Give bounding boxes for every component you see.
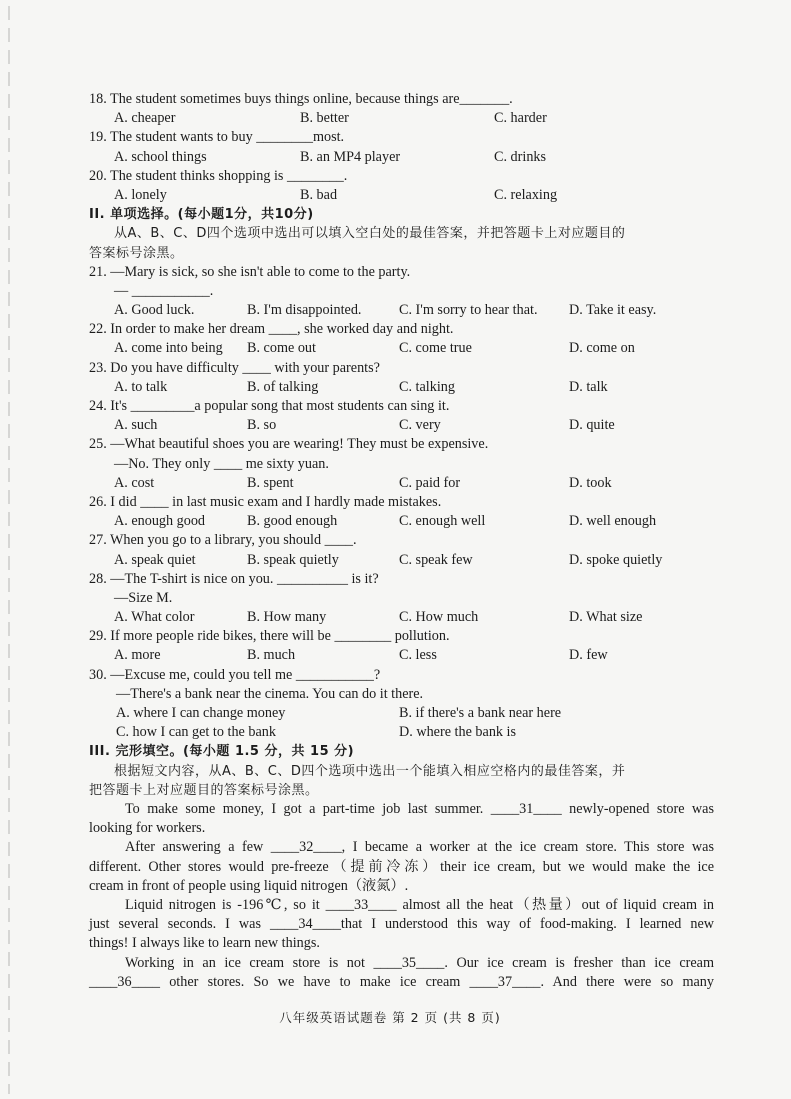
option-d[interactable]: D. What size bbox=[569, 609, 643, 626]
question-21-reply: — ___________. bbox=[114, 282, 214, 299]
option-b[interactable]: B. bad bbox=[300, 186, 338, 203]
passage-line: To make some money, I got a part-time job last summer. ____31____ newly-opened store was bbox=[125, 800, 714, 817]
passage-line: After answering a few ____32____, I became a worker at the ice cream store. This store was bbox=[125, 839, 714, 856]
question-25-options bbox=[89, 474, 714, 493]
option-d[interactable]: D. Take it easy. bbox=[569, 302, 657, 319]
question-18-stem: 18. The student sometimes buys things online, because things are_______. bbox=[89, 91, 513, 107]
option-d[interactable]: D. where the bank is bbox=[399, 724, 517, 741]
question-27-stem: 27. When you go to a library, you should ____. bbox=[89, 532, 357, 549]
question-28-options bbox=[89, 608, 714, 627]
option-d[interactable]: D. few bbox=[569, 647, 608, 664]
question-29-stem: 29. If more people ride bikes, there will be ________ pollution. bbox=[89, 628, 450, 645]
question-24-stem: 24. It's _________a popular song that most students can sing it. bbox=[89, 398, 450, 414]
option-c[interactable]: C. How much bbox=[399, 609, 479, 626]
option-a[interactable]: A. enough good bbox=[114, 513, 206, 530]
question-28-reply: —Size M. bbox=[114, 589, 173, 606]
passage-line: things! I always like to learn new things. bbox=[89, 935, 320, 952]
option-b[interactable]: B. much bbox=[247, 647, 296, 664]
option-b[interactable]: B. so bbox=[247, 417, 277, 434]
option-d[interactable]: D. talk bbox=[569, 378, 608, 395]
scan-edge-artifact bbox=[8, 6, 10, 1094]
passage-line: different. Other stores would pre-freeze（提前冷冻）their ice cream, but we would make the ice bbox=[89, 858, 714, 875]
option-a[interactable]: A. more bbox=[114, 647, 161, 664]
option-d[interactable]: D. quite bbox=[569, 417, 615, 434]
option-c[interactable]: C. very bbox=[399, 417, 441, 434]
page-content bbox=[89, 90, 714, 992]
question-23-stem: 23. Do you have difficulty ____ with your parents? bbox=[89, 359, 380, 376]
section-3-instruction-cont: 把答题卡上对应题目的答案标号涂黑。 bbox=[89, 782, 319, 798]
option-a[interactable]: A. speak quiet bbox=[114, 551, 196, 568]
section-2-header: II. 单项选择。(每小题1分，共10分) bbox=[89, 207, 314, 223]
passage-line: ____36____ other stores. So we have to make ice cream ____37____. And there were so many bbox=[89, 973, 714, 990]
question-22-stem: 22. In order to make her dream ____, she worked day and night. bbox=[89, 321, 454, 338]
question-30-options-row1 bbox=[89, 704, 714, 723]
question-22-options bbox=[89, 339, 714, 358]
option-d[interactable]: D. well enough bbox=[569, 513, 657, 530]
option-d[interactable]: D. come on bbox=[569, 340, 635, 357]
question-26-options bbox=[89, 512, 714, 531]
option-b[interactable]: B. speak quietly bbox=[247, 551, 339, 568]
option-b[interactable]: B. I'm disappointed. bbox=[247, 302, 362, 319]
option-a[interactable]: A. to talk bbox=[114, 378, 168, 395]
option-c[interactable]: C. come true bbox=[399, 340, 472, 357]
option-c[interactable]: C. less bbox=[399, 647, 437, 664]
option-a[interactable]: A. cost bbox=[114, 474, 155, 491]
option-b[interactable]: B. come out bbox=[247, 340, 316, 357]
question-30-stem: 30. —Excuse me, could you tell me ___________? bbox=[89, 666, 381, 683]
option-c[interactable]: C. talking bbox=[399, 378, 455, 395]
option-b[interactable]: B. better bbox=[300, 110, 349, 127]
question-20-stem: 20. The student thinks shopping is ________. bbox=[89, 167, 348, 184]
question-20-options bbox=[89, 186, 714, 205]
option-c[interactable]: C. harder bbox=[494, 110, 547, 127]
section-3-instruction: 根据短文内容，从A、B、C、D四个选项中选出一个能填入相应空格内的最佳答案，并 bbox=[114, 763, 626, 779]
question-27-options bbox=[89, 551, 714, 570]
page-footer: 八年级英语试题卷 第 2 页 (共 8 页) bbox=[279, 1010, 501, 1025]
option-b[interactable]: B. if there's a bank near here bbox=[399, 705, 562, 721]
option-d[interactable]: D. spoke quietly bbox=[569, 551, 663, 568]
option-a[interactable]: A. What color bbox=[114, 609, 195, 626]
passage-line: cream in front of people using liquid nitrogen（液氮）. bbox=[89, 877, 409, 894]
question-19-stem: 19. The student wants to buy ________most. bbox=[89, 129, 345, 146]
passage-line: Working in an ice cream store is not ____35____. Our ice cream is fresher than ice cream bbox=[125, 954, 714, 971]
option-c[interactable]: C. enough well bbox=[399, 513, 486, 530]
question-24-options bbox=[89, 416, 714, 435]
option-b[interactable]: B. How many bbox=[247, 609, 327, 626]
option-c[interactable]: C. how I can get to the bank bbox=[116, 724, 276, 741]
option-c[interactable]: C. I'm sorry to hear that. bbox=[399, 302, 538, 319]
option-c[interactable]: C. speak few bbox=[399, 551, 473, 568]
question-25-stem: 25. —What beautiful shoes you are wearing! They must be expensive. bbox=[89, 436, 489, 453]
option-b[interactable]: B. good enough bbox=[247, 513, 338, 530]
option-a[interactable]: A. school things bbox=[114, 148, 207, 165]
option-c[interactable]: C. relaxing bbox=[494, 186, 558, 203]
section-2-instruction: 从A、B、C、D四个选项中选出可以填入空白处的最佳答案，并把答题卡上对应题目的 bbox=[114, 226, 626, 242]
passage-line: Liquid nitrogen is -196℃, so it ____33____ almost all the heat（热量）out of liquid cream in bbox=[125, 896, 714, 913]
option-a[interactable]: A. Good luck. bbox=[114, 302, 195, 319]
question-26-stem: 26. I did ____ in last music exam and I hardly made mistakes. bbox=[89, 493, 442, 510]
passage-line: just several seconds. I was ____34____that I understood this way of food-making. I learned new bbox=[89, 916, 714, 933]
section-3-header: III. 完形填空。(每小题 1.5 分，共 15 分) bbox=[89, 744, 355, 760]
option-a[interactable]: A. lonely bbox=[114, 186, 167, 203]
option-b[interactable]: B. an MP4 player bbox=[300, 148, 401, 165]
option-c[interactable]: C. paid for bbox=[399, 474, 461, 491]
question-30-options-row2 bbox=[89, 723, 714, 742]
option-a[interactable]: A. such bbox=[114, 417, 158, 434]
question-28-stem: 28. —The T-shirt is nice on you. __________ is it? bbox=[89, 570, 379, 587]
option-b[interactable]: B. of talking bbox=[247, 378, 319, 395]
question-18-options bbox=[89, 109, 714, 128]
question-23-options bbox=[89, 378, 714, 397]
option-d[interactable]: D. took bbox=[569, 474, 612, 491]
question-30-reply: —There's a bank near the cinema. You can do it there. bbox=[116, 685, 424, 702]
question-29-options bbox=[89, 646, 714, 665]
passage-line: looking for workers. bbox=[89, 820, 206, 837]
option-b[interactable]: B. spent bbox=[247, 474, 294, 491]
option-a[interactable]: A. come into being bbox=[114, 340, 223, 357]
question-21-options bbox=[89, 301, 714, 320]
section-2-instruction-cont: 答案标号涂黑。 bbox=[89, 245, 184, 261]
question-21-stem: 21. —Mary is sick, so she isn't able to come to the party. bbox=[89, 263, 411, 280]
question-25-reply: —No. They only ____ me sixty yuan. bbox=[114, 455, 329, 472]
option-a[interactable]: A. where I can change money bbox=[116, 705, 286, 721]
option-c[interactable]: C. drinks bbox=[494, 148, 547, 165]
question-19-options bbox=[89, 148, 714, 167]
option-a[interactable]: A. cheaper bbox=[114, 110, 176, 127]
